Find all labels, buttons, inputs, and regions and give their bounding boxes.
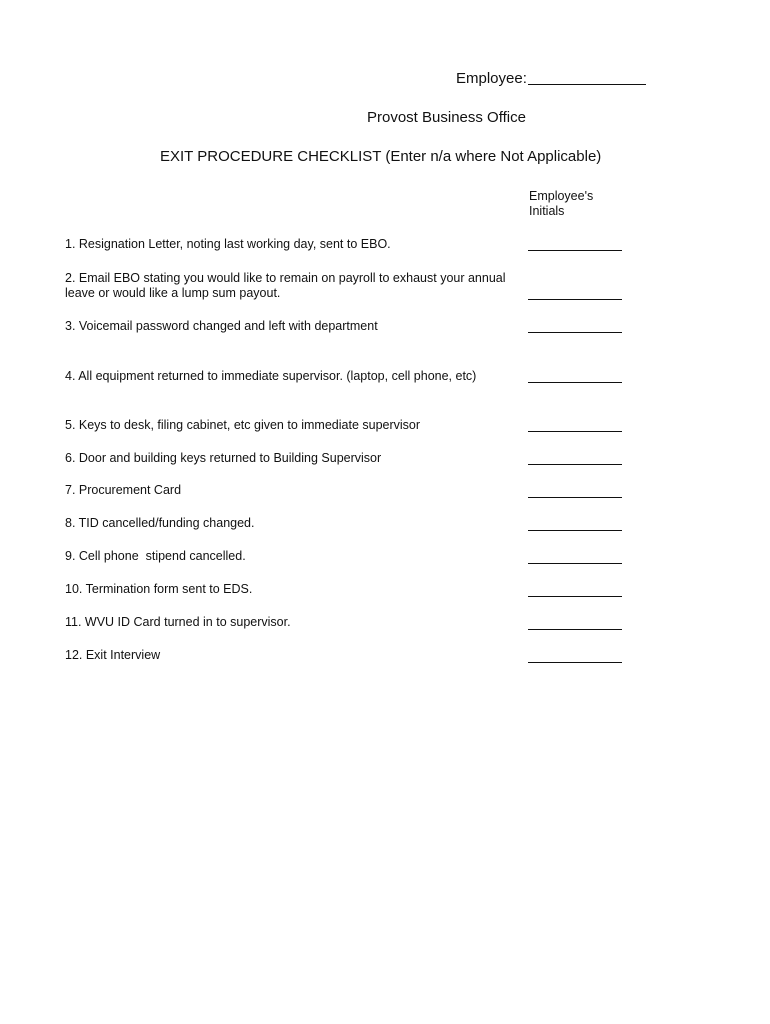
checklist-item-3 [65,319,515,334]
initials-column-header [529,189,619,219]
employee-label: Employee: [456,70,527,87]
item-text: 4. All equipment returned to immediate supervisor. (laptop, cell phone, etc) [65,369,477,383]
item-text: 11. WVU ID Card turned in to supervisor. [65,615,291,629]
item-text: 9. Cell phone stipend cancelled. [65,549,246,563]
initials-blank-2[interactable] [528,299,622,300]
office-name: Provost Business Office [367,109,526,126]
initials-blank-8[interactable] [528,530,622,531]
employee-field [456,70,646,87]
initials-blank-9[interactable] [528,563,622,564]
initials-blank-1[interactable] [528,250,622,251]
item-text: 6. Door and building keys returned to Building Supervisor [65,451,382,465]
checklist-item-11 [65,615,515,630]
item-text: 3. Voicemail password changed and left with department [65,319,378,333]
checklist-item-6 [65,451,515,466]
item-text: 12. Exit Interview [65,648,161,662]
initials-blank-5[interactable] [528,431,622,432]
checklist-item-12 [65,648,515,663]
item-text: 7. Procurement Card [65,483,182,497]
initials-header-line1: Employee's [529,189,594,203]
item-text: 8. TID cancelled/funding changed. [65,516,255,530]
checklist-item-9 [65,549,515,564]
item-text: 2. Email EBO stating you would like to remain on payroll to exhaust your annual [65,271,506,285]
initials-blank-10[interactable] [528,596,622,597]
checklist-title: EXIT PROCEDURE CHECKLIST (Enter n/a where Not Applicable) [160,148,602,165]
initials-blank-7[interactable] [528,497,622,498]
item-text: 1. Resignation Letter, noting last working day, sent to EBO. [65,237,391,251]
checklist-item-4 [65,369,515,384]
checklist-item-8 [65,516,515,531]
checklist-item-7 [65,483,515,498]
initials-blank-12[interactable] [528,662,622,663]
initials-blank-6[interactable] [528,464,622,465]
initials-header-line2: Initials [529,204,565,218]
checklist-item-1 [65,237,515,252]
initials-blank-4[interactable] [528,382,622,383]
item-text: 5. Keys to desk, filing cabinet, etc given to immediate supervisor [65,418,421,432]
checklist-item-5 [65,418,515,433]
initials-blank-3[interactable] [528,332,622,333]
checklist-item-10 [65,582,515,597]
employee-name-blank[interactable] [528,84,646,85]
checklist-item-2 [65,271,515,301]
initials-blank-11[interactable] [528,629,622,630]
item-text: 10. Termination form sent to EDS. [65,582,253,596]
item-text-continued: leave or would like a lump sum payout. [65,286,281,300]
